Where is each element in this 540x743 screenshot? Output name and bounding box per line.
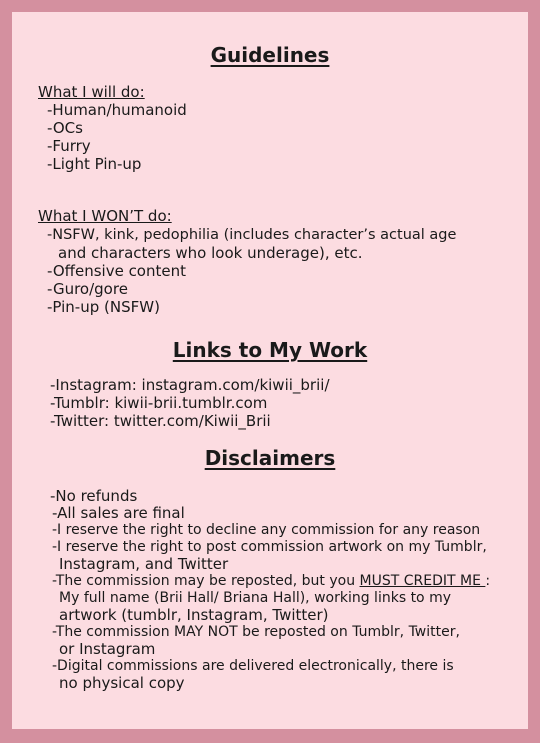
link-item-tumblr: -Tumblr: kiwii-brii.tumblr.com xyxy=(50,394,268,412)
wont-do-item: and characters who look underage), etc. xyxy=(58,244,363,262)
disclaimer-line: My full name (Brii Hall/ Briana Hall), working links to my xyxy=(59,590,451,606)
wont-do-item: -Guro/gore xyxy=(47,280,128,298)
disclaimer-line: -The commission MAY NOT be reposted on Tumblr, Twitter, xyxy=(52,624,460,640)
will-do-item: -Furry xyxy=(47,137,91,155)
disclaimer-line: -All sales are final xyxy=(52,504,185,522)
disclaimer-line: or Instagram xyxy=(59,640,156,658)
disclaimer-line xyxy=(52,573,490,590)
wont-do-item: -NSFW, kink, pedophilia (includes character’s actual age xyxy=(47,227,457,243)
disclaimer-line: -I reserve the right to decline any commission for any reason xyxy=(52,522,481,538)
disclaimer-line: no physical copy xyxy=(59,674,185,692)
guidelines-title: Guidelines xyxy=(210,43,330,67)
links-title: Links to My Work xyxy=(172,338,368,362)
disclaimer-line: Instagram, and Twitter xyxy=(59,555,229,573)
disclaimer-text: -The commission may be reposted, but you xyxy=(52,573,360,589)
will-do-heading: What I will do: xyxy=(38,83,145,101)
disclaimer-line: artwork (tumblr, Instagram, Twitter) xyxy=(59,606,329,624)
disclaimer-line: -Digital commissions are delivered electronically, there is xyxy=(52,658,454,674)
will-do-item: -OCs xyxy=(47,119,83,137)
disclaimers-title: Disclaimers xyxy=(204,446,336,470)
link-item-instagram: -Instagram: instagram.com/kiwii_brii/ xyxy=(50,376,330,394)
disclaimer-line: -No refunds xyxy=(50,487,138,505)
wont-do-item: -Offensive content xyxy=(47,262,186,280)
disclaimer-line: -I reserve the right to post commission artwork on my Tumblr, xyxy=(52,539,487,555)
will-do-item: -Light Pin-up xyxy=(47,155,142,173)
link-item-twitter: -Twitter: twitter.com/Kiwii_Brii xyxy=(50,412,271,430)
wont-do-heading: What I WON’T do: xyxy=(38,207,172,225)
wont-do-item: -Pin-up (NSFW) xyxy=(47,298,160,316)
credit-emphasis: MUST CREDIT ME xyxy=(359,573,486,589)
disclaimer-text: : xyxy=(485,573,491,589)
guidelines-card xyxy=(12,12,528,729)
will-do-item: -Human/humanoid xyxy=(47,101,187,119)
